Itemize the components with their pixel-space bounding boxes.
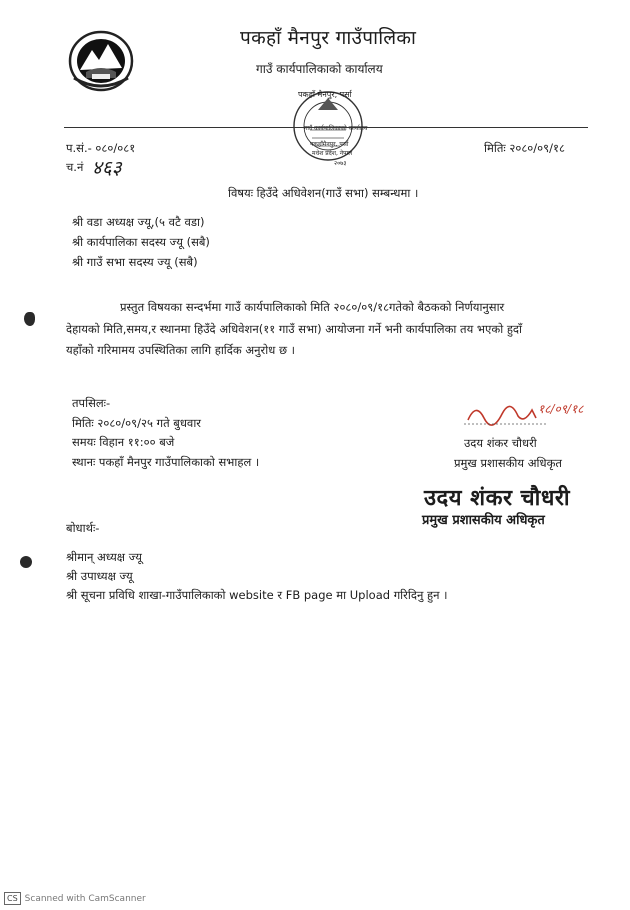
seal-text-5: २०७३ — [334, 160, 347, 167]
recipient-executive-members: श्री कार्यपालिका सदस्य ज्यू (सबै) — [72, 235, 210, 249]
details-date: मितिः २०८०/०९/२५ गते बुधवार — [72, 416, 202, 430]
letter-date: मितिः २०८०/०९/१८ — [484, 141, 565, 155]
camscanner-logo-icon: CS — [4, 892, 21, 905]
emblem-logo — [66, 28, 136, 94]
header-rule — [64, 127, 588, 128]
details-heading: तपसिलः- — [72, 396, 111, 410]
recipient-ward-chairs: श्री वडा अध्यक्ष ज्यू,(५ वटै वडा) — [72, 215, 205, 229]
camscanner-text: Scanned with CamScanner — [24, 893, 146, 904]
seal-text-2: गाउँ कार्यपालिकाको कार्यालय — [304, 125, 368, 132]
body-line-2: देहायको मिति,समय,र स्थानमा हिउँदे अधिवेशन(११ गाउँ सभा) आयोजना गर्ने भनी कार्यपालिका तय भएको हुदाँ — [66, 322, 523, 336]
details-time: समयः विहान ११:०० बजे — [72, 435, 175, 449]
name-stamp: उदय शंकर चौधरी — [424, 486, 571, 511]
body-line-3: यहाँको गरिमामय उपस्थितिका लागि हार्दिक अनुरोध छ । — [66, 343, 296, 357]
scan-mark-top — [24, 312, 35, 326]
designation-stamp: प्रमुख प्रशासकीय अधिकृत — [422, 513, 545, 528]
office-title: पकहाँ मैनपुर गाउँपालिका — [240, 27, 417, 49]
signature-date: १८/०९/१८ — [538, 402, 584, 416]
signatory-name: उदय शंकर चौधरी — [464, 436, 537, 450]
cc-vice-chairperson: श्री उपाध्यक्ष ज्यू — [66, 569, 133, 583]
camscanner-footer — [4, 892, 146, 905]
cc-it-section: श्री सूचना प्रविधि शाखा-गाउँपालिकाको website र FB page मा Upload गरिदिनु हुन । — [66, 588, 448, 602]
signatory-designation: प्रमुख प्रशासकीय अधिकृत — [454, 456, 562, 470]
scan-mark-bottom — [20, 556, 32, 568]
seal-text-top: पकहाँ मैनपुर, पर्सा — [298, 90, 352, 99]
subject-line: विषयः हिउँदे अधिवेशन(गाउँ सभा) सम्बन्धमा । — [228, 186, 419, 200]
cc-chairperson: श्रीमान् अध्यक्ष ज्यू — [66, 550, 142, 564]
patra-sankhya: प.सं.- ०८०/०८१ — [66, 141, 136, 155]
recipient-assembly-members: श्री गाउँ सभा सदस्य ज्यू (सबै) — [72, 255, 198, 269]
cc-heading: बोधार्थः- — [66, 521, 100, 535]
chalani-label: च.नं — [66, 160, 84, 174]
chalani-number: ४६३ — [92, 157, 122, 179]
seal-text-4: मधेश प्रदेश, नेपाल — [312, 150, 353, 157]
seal-text-3: पकहाँमैनपुर, पर्सा — [310, 141, 349, 148]
office-subtitle: गाउँ कार्यपालिकाको कार्यालय — [256, 62, 383, 76]
details-venue: स्थानः पकहाँ मैनपुर गाउँपालिकाको सभाहल । — [72, 455, 260, 469]
body-line-1: प्रस्तुत विषयका सन्दर्भमा गाउँ कार्यपालिकाको मिति २०८०/०९/१८गतेको बैठकको निर्णयानुसार — [120, 300, 505, 314]
